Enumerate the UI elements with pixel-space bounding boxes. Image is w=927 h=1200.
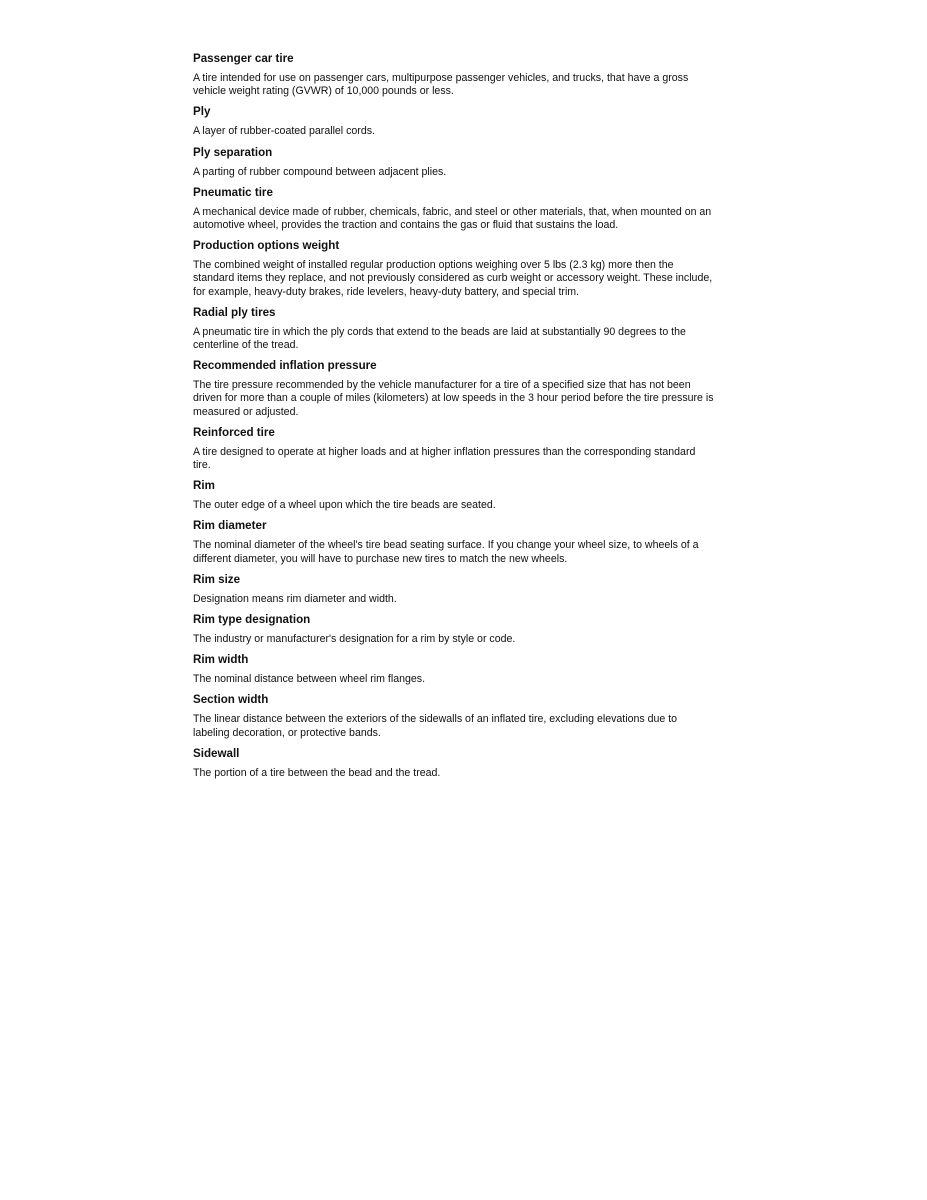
term-heading: Radial ply tires xyxy=(193,305,276,319)
glossary-entry-sidewall xyxy=(193,747,715,780)
term-heading: Production options weight xyxy=(193,239,340,253)
term-definition: The portion of a tire between the bead and the tread. xyxy=(193,766,441,779)
term-heading: Ply xyxy=(193,105,211,119)
term-heading: Rim diameter xyxy=(193,519,267,533)
glossary-entry-rim-size xyxy=(193,573,715,606)
term-definition: A pneumatic tire in which the ply cords that extend to the beads are laid at substantially 90 degrees to the centerline of the tread. xyxy=(193,325,686,352)
term-definition: The nominal distance between wheel rim flanges. xyxy=(193,673,426,686)
glossary-entry-pneumatic-tire xyxy=(193,186,715,232)
term-heading: Rim type designation xyxy=(193,613,311,627)
term-definition: The nominal diameter of the wheel's tire bead seating surface. If you change your wheel size, to wheels of a different diameter, you will have to purchase new tires to match the new wheels. xyxy=(193,539,699,565)
term-definition: The combined weight of installed regular production options weighing over 5 lbs (2.3 kg) more then the standard items they replace, and not previously considered as curb weight or accessory weight. These include, for example, heavy-duty brakes, ride levelers, heavy-duty battery, and special trim. xyxy=(193,259,713,298)
document-page xyxy=(193,52,715,787)
glossary-entry-rim xyxy=(193,479,715,512)
term-heading: Rim size xyxy=(193,572,241,586)
term-definition: A layer of rubber-coated parallel cords. xyxy=(193,125,375,138)
glossary-entry-rim-width xyxy=(193,653,715,686)
glossary-entry-production-options-weight xyxy=(193,239,715,299)
glossary-entry-section-width xyxy=(193,693,715,739)
glossary-entry-passenger-car-tire xyxy=(193,52,715,98)
term-heading: Passenger car tire xyxy=(193,52,294,65)
glossary-entry-radial-ply-tires xyxy=(193,306,715,352)
term-definition: The linear distance between the exteriors of the sidewalls of an inflated tire, excluding elevations due to labeling decoration, or protective bands. xyxy=(193,713,678,739)
term-definition: A tire intended for use on passenger cars, multipurpose passenger vehicles, and trucks, that have a gross vehicle weight rating (GVWR) of 10,000 pounds or less. xyxy=(193,72,689,98)
glossary-entry-rim-diameter xyxy=(193,519,715,565)
term-heading: Sidewall xyxy=(193,746,240,760)
term-heading: Ply separation xyxy=(193,145,273,159)
term-heading: Pneumatic tire xyxy=(193,185,273,199)
term-definition: A parting of rubber compound between adjacent plies. xyxy=(193,165,447,178)
glossary-entry-reinforced-tire xyxy=(193,426,715,472)
glossary-entry-ply-separation xyxy=(193,146,715,179)
term-definition: Designation means rim diameter and width. xyxy=(193,592,397,605)
term-heading: Recommended inflation pressure xyxy=(193,359,377,373)
glossary-entry-recommended-inflation-pressure xyxy=(193,359,715,419)
glossary-entry-ply xyxy=(193,105,715,138)
term-definition: A mechanical device made of rubber, chemicals, fabric, and steel or other materials, that, when mounted on an automotive wheel, provides the traction and contains the gas or fluid that sustains the load. xyxy=(193,205,712,232)
term-definition: The outer edge of a wheel upon which the tire beads are seated. xyxy=(193,499,496,512)
term-definition: The tire pressure recommended by the vehicle manufacturer for a tire of a specified size that has not been driven for more than a couple of miles (kilometers) at low speeds in the 3 hour period before the tire pressure is measured or adjusted. xyxy=(193,379,714,418)
term-heading: Rim width xyxy=(193,653,249,667)
term-heading: Section width xyxy=(193,693,269,707)
term-definition: The industry or manufacturer's designation for a rim by style or code. xyxy=(193,633,516,646)
term-heading: Reinforced tire xyxy=(193,425,275,439)
glossary-entry-rim-type-designation xyxy=(193,613,715,646)
term-heading: Rim xyxy=(193,479,215,493)
term-definition: A tire designed to operate at higher loads and at higher inflation pressures than the corresponding standard tire. xyxy=(193,445,696,472)
